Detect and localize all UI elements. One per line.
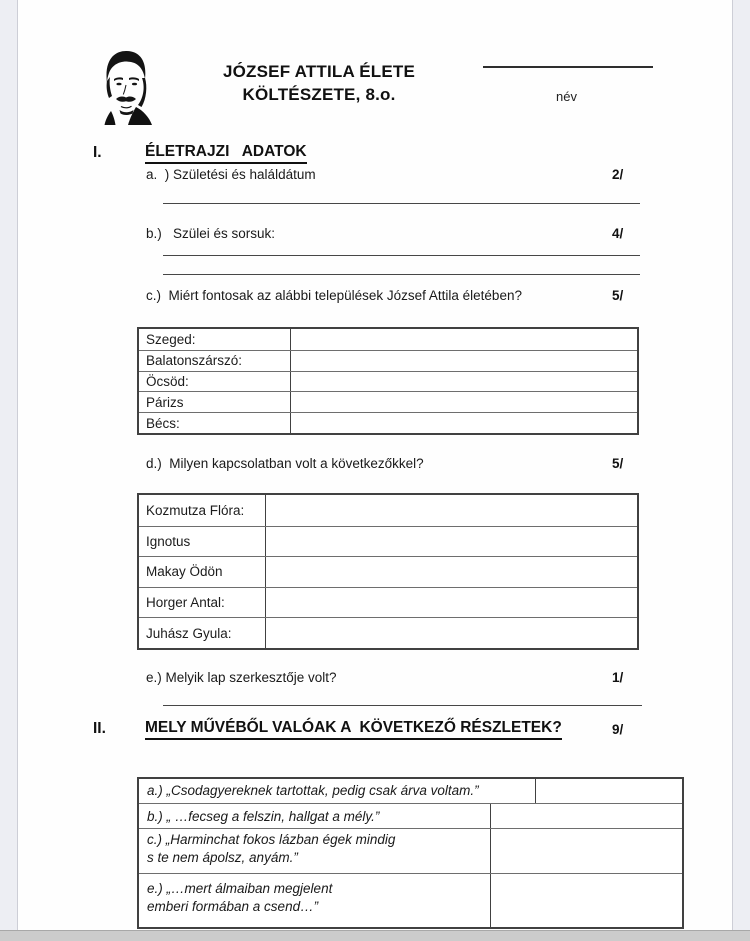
places-table [137,327,639,435]
answer-cell [291,351,637,371]
worksheet-title-line1: JÓZSEF ATTILA ÉLETE [222,62,416,81]
quote-e-line1: e.) „…mert álmaiban megjelent [147,881,333,897]
answer-cell [536,779,682,803]
table-row [139,556,637,587]
table-row [139,371,637,392]
section-2-heading: MELY MŰVÉBŐL VALÓAK A KÖVETKEZŐ RÉSZLETEK? [145,719,562,740]
answer-line-e [163,705,642,706]
question-b-text: b.) Szülei és sorsuk: [146,226,276,241]
question-c-score: 5/ [612,288,624,303]
place-label-cell: Balatonszárszó: [139,351,291,371]
place-label-cell: Öcsöd: [139,372,291,392]
quote-cell-a [139,779,536,803]
table-row [139,587,637,618]
name-underline [483,66,653,68]
quote-cell-e [139,874,491,927]
answer-cell [491,829,682,874]
table-row [139,412,637,433]
quote-cell-c [139,829,491,874]
question-d-text: d.) Milyen kapcsolatban volt a következőkkel? [146,456,424,471]
question-a-text: a. ) Születési és haláldátum [146,167,316,182]
table-row [139,617,637,648]
answer-cell [291,372,637,392]
person-label-cell: Juhász Gyula: [139,618,266,648]
table-row [139,329,637,350]
table-row [139,350,637,371]
quote-b-line1: b.) „ …fecseg a felszin, hallgat a mély.” [147,808,380,824]
table-row [139,495,637,526]
person-label-cell: Ignotus [139,527,266,557]
place-label-cell: Párizs [139,392,291,412]
answer-cell [266,588,637,618]
section-2-numeral: II. [93,720,106,737]
quote-e-line2: emberi formában a csend…” [147,899,319,915]
question-c-text: c.) Miért fontosak az alábbi települések József Attila életében? [146,288,522,303]
question-d-score: 5/ [612,456,624,471]
name-label: név [556,89,577,104]
right-margin-strip [732,0,750,931]
table-row [139,803,682,828]
section-1-numeral: I. [93,144,102,161]
answer-line-b1 [163,255,640,256]
answer-line-b2 [163,274,640,275]
person-label-cell: Kozmutza Flóra: [139,495,266,526]
answer-cell [291,392,637,412]
quote-cell-b [139,804,491,828]
worksheet-title-line2: KÖLTÉSZETE, 8.o. [242,84,396,104]
section-2-score: 9/ [612,722,624,737]
place-label-cell: Bécs: [139,413,291,433]
answer-cell [266,557,637,587]
person-label-cell: Makay Ödön [139,557,266,587]
question-b-score: 4/ [612,226,624,241]
answer-cell [491,804,682,828]
bottom-scrollbar-track[interactable] [0,930,750,941]
place-label-cell: Szeged: [139,329,291,350]
table-row [139,873,682,927]
quotes-table [137,777,684,929]
person-label-cell: Horger Antal: [139,588,266,618]
left-margin-strip [0,0,18,931]
worksheet-title [189,61,449,106]
table-row [139,391,637,412]
portrait-icon [95,47,157,125]
quote-c-line1: c.) „Harminchat fokos lázban égek mindig [147,831,396,847]
answer-cell [266,527,637,557]
question-e-score: 1/ [612,670,624,685]
answer-cell [266,618,637,648]
quote-a-line1: a.) „Csodagyereknek tartottak, pedig csak árva voltam.” [147,783,479,798]
answer-line-a [163,203,640,204]
question-e-text: e.) Melyik lap szerkesztője volt? [146,670,337,685]
answer-cell [266,495,637,526]
section-1-heading: ÉLETRAJZI ADATOK [145,143,307,164]
answer-cell [291,413,637,433]
table-row [139,779,682,803]
quote-c-line2: s te nem ápolsz, anyám.” [147,849,298,865]
answer-cell [291,329,637,350]
question-a-score: 2/ [612,167,624,182]
people-table [137,493,639,650]
jozsef-attila-portrait-image [95,47,157,125]
answer-cell [491,874,682,927]
table-row [139,828,682,874]
table-row [139,526,637,557]
